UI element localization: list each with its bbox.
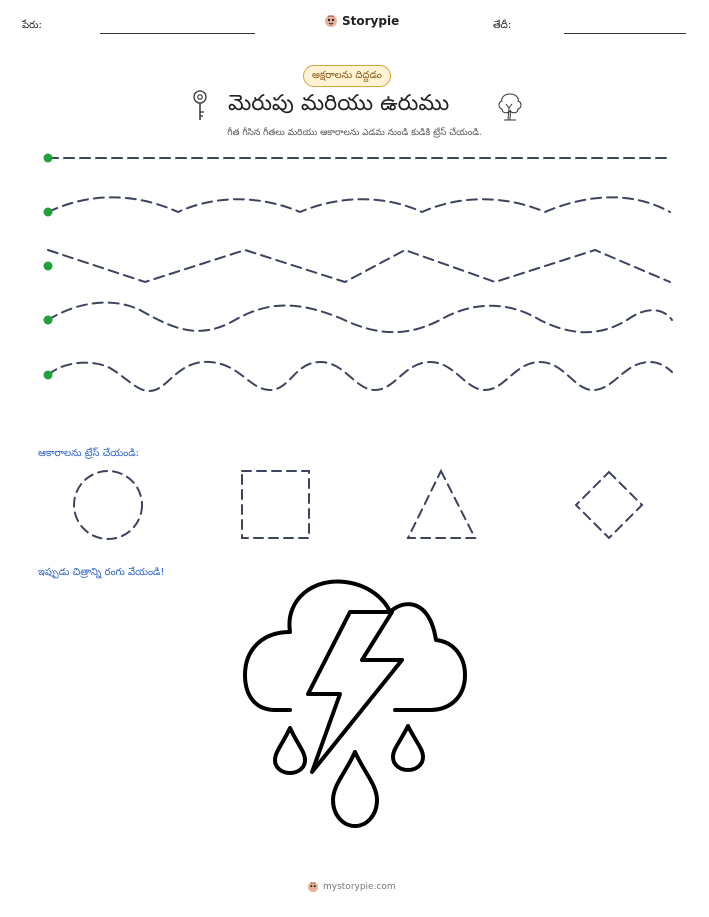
footer bbox=[307, 881, 396, 893]
footer-url[interactable]: mystorypie.com bbox=[323, 882, 396, 892]
name-label: పేరు: bbox=[22, 20, 42, 31]
shapes-heading: ఆకారాలను ట్రేస్ చేయండి: bbox=[38, 448, 139, 459]
instructions: గీత గీసిన గీతలు మరియు ఆకారాలను ఎడమ నుండి కుడికి ట్రేస్ చేయండి. bbox=[227, 128, 482, 138]
storypie-logo-icon bbox=[307, 881, 319, 893]
worksheet-badge: అక్షరాలను దిద్దడం bbox=[303, 65, 391, 87]
date-label: తేదీ: bbox=[493, 20, 512, 31]
coloring-heading: ఇప్పుడు చిత్రాన్ని రంగు వేయండి! bbox=[38, 567, 165, 578]
brand-name: Storypie bbox=[342, 14, 400, 28]
page-title: మెరుపు మరియు ఉరుము bbox=[228, 91, 450, 116]
